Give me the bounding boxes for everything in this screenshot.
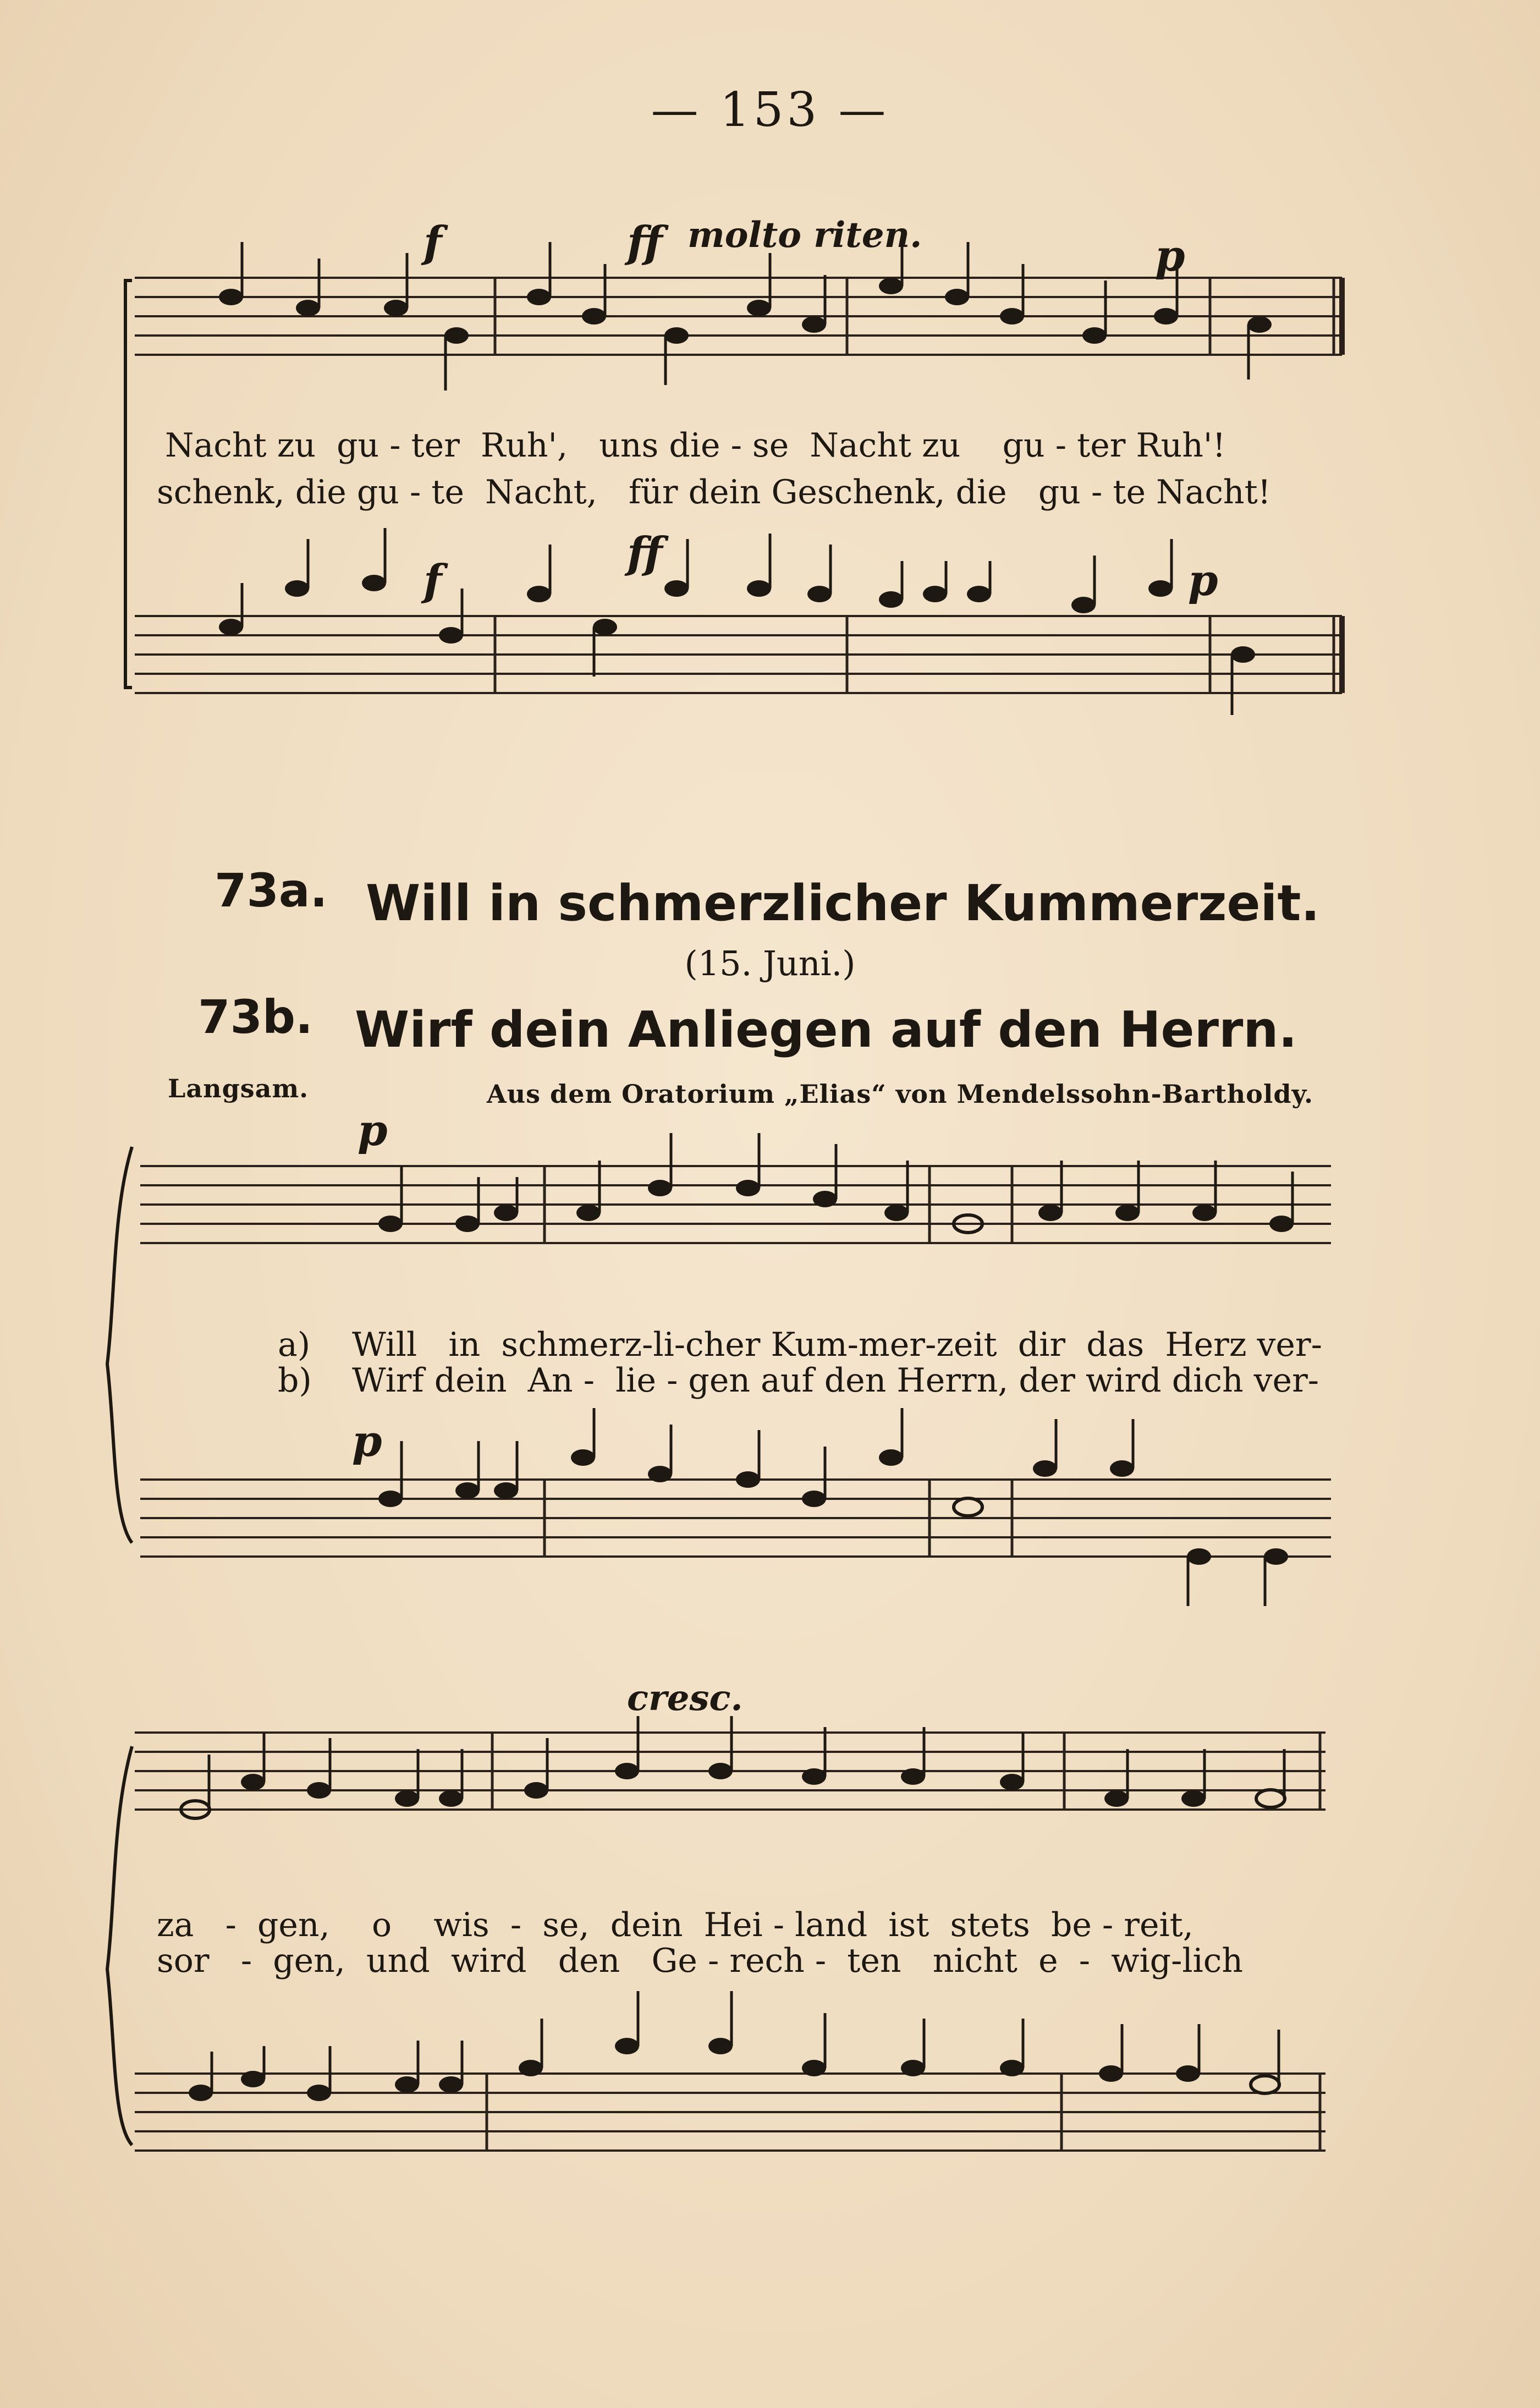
song-number-b: 73b.	[198, 990, 313, 1044]
system3-bass-notes	[189, 1991, 1279, 2101]
song-title-b: Wirf dein Anliegen auf den Herrn.	[355, 1001, 1297, 1059]
dynamic-f: f	[424, 217, 442, 267]
system3-verse-b: sor - gen, und wird den Ge - rech - ten nicht e - wig-lich	[157, 1942, 1243, 1980]
song-title-a: Will in schmerzlicher Kummerzeit.	[366, 875, 1320, 932]
system2-verse-a: Will in schmerz-li-cher Kum-mer-zeit dir das Herz ver-	[352, 1326, 1322, 1364]
top-lyrics-line2: schenk, die gu - te Nacht, für dein Geschenk, die gu - te Nacht!	[157, 473, 1271, 512]
dynamic-ff-lower: ff	[627, 528, 663, 578]
system3-treble-notes	[181, 1716, 1285, 1818]
cresc-marking: cresc.	[627, 1678, 743, 1719]
dynamic-f-lower: f	[424, 556, 442, 606]
system2-verse-b: Wirf dein An - lie - gen auf den Herrn, der wird dich ver-	[352, 1361, 1319, 1400]
dynamic-p-treble: p	[358, 1106, 388, 1156]
verse-b-label: b)	[278, 1361, 312, 1400]
system3-verse-a: za - gen, o wis - se, dein Hei - land ist stets be - reit,	[157, 1906, 1194, 1944]
top-lyrics-line1: Nacht zu gu - ter Ruh', uns die - se Nacht zu gu - ter Ruh'!	[165, 426, 1226, 465]
dynamic-p: p	[1155, 231, 1185, 281]
song-number-a: 73a.	[215, 864, 328, 917]
verse-a-label: a)	[278, 1326, 311, 1364]
composer-source: Aus dem Oratorium „Elias“ von Mendelssohn-Bartholdy.	[487, 1079, 1313, 1109]
tempo-langsam: Langsam.	[168, 1074, 309, 1103]
system3-bass-staff	[135, 2074, 1326, 2151]
dynamic-ff: ff	[627, 217, 663, 267]
song-date: (15. Juni.)	[684, 943, 856, 983]
page-number: — 153 —	[651, 83, 889, 138]
dynamic-p-lower: p	[1188, 556, 1218, 606]
dynamic-p-bass: p	[352, 1416, 382, 1466]
tempo-marking: molto riten.	[688, 215, 922, 256]
